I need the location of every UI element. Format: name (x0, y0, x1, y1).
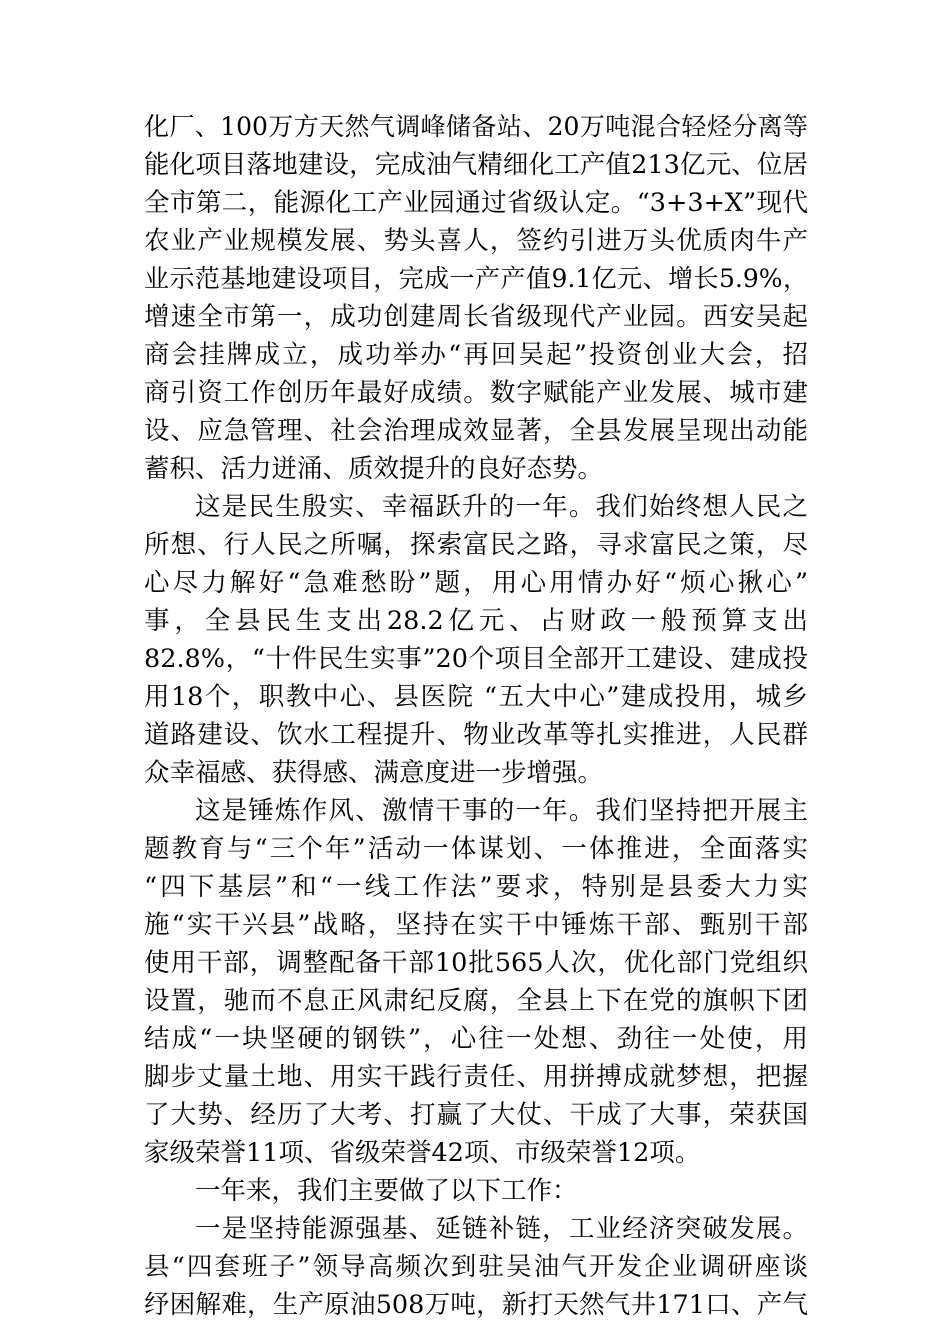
text-line: “四下基层”和“一线工作法”要求，特别是县委大力实 (144, 872, 808, 902)
text-line: 纾困解难，生产原油508万吨，新打天然气井171口、产气 (144, 1290, 808, 1320)
text-line: 业示范基地建设项目，完成一产产值9.1亿元、增长5.9%， (144, 264, 808, 293)
text-line: 增速全市第一，成功创建周长省级现代产业园。西安吴起 (144, 302, 808, 332)
text-line: 脚步丈量土地、用实干践行责任、用拼搏成就梦想，把握 (144, 1062, 808, 1092)
paragraph-first-line: 一年来，我们主要做了以下工作： (195, 1176, 578, 1206)
text-line: 蓄积、活力迸涌、质效提升的良好态势。 (144, 454, 604, 484)
text-line: 商会挂牌成立，成功举办“再回吴起”投资创业大会，招 (144, 340, 808, 370)
text-line: 所想、行人民之所嘱，探索富民之路，寻求富民之策，尽 (144, 530, 808, 560)
text-line: 施“实干兴县”战略，坚持在实干中锤炼干部、甄别干部 (144, 910, 808, 940)
text-line: 了大势、经历了大考、打赢了大仗、干成了大事，荣获国 (144, 1100, 808, 1130)
text-line: 商引资工作创历年最好成绩。数字赋能产业发展、城市建 (144, 378, 808, 408)
text-line: 家级荣誉11项、省级荣誉42项、市级荣誉12项。 (144, 1138, 701, 1168)
text-line: 82.8%，“十件民生实事”20个项目全部开工建设、建成投 (144, 644, 808, 674)
text-line: 县“四套班子”领导高频次到驻吴油气开发企业调研座谈 (144, 1252, 808, 1282)
text-line: 设、应急管理、社会治理成效显著，全县发展呈现出动能 (144, 416, 808, 446)
text-line: 用18个，职教中心、县医院 “五大中心”建成投用，城乡 (144, 682, 808, 712)
text-line: 设置，驰而不息正风肃纪反腐，全县上下在党的旗帜下团 (144, 986, 808, 1016)
text-line: 道路建设、饮水工程提升、物业改革等扎实推进，人民群 (144, 720, 808, 750)
paragraph-first-line: 一是坚持能源强基、延链补链，工业经济突破发展。 (195, 1214, 808, 1244)
text-line: 心尽力解好“急难愁盼”题，用心用情办好“烦心揪心” (144, 568, 808, 598)
text-line: 事，全县民生支出28.2亿元、占财政一般预算支出 (144, 606, 808, 636)
body-text (144, 108, 808, 1324)
text-line: 题教育与“三个年”活动一体谋划、一体推进，全面落实 (144, 834, 808, 864)
text-line: 结成“一块坚硬的钢铁”，心往一处想、劲往一处使，用 (144, 1024, 808, 1054)
text-line: 能化项目落地建设，完成油气精细化工产值213亿元、位居 (144, 150, 808, 180)
paragraph-first-line: 这是锤炼作风、激情干事的一年。我们坚持把开展主 (195, 796, 808, 826)
text-line: 全市第二，能源化工产业园通过省级认定。“3+3+X”现代 (144, 188, 808, 218)
paragraph-first-line: 这是民生殷实、幸福跃升的一年。我们始终想人民之 (195, 492, 808, 522)
text-line: 化厂、100万方天然气调峰储备站、20万吨混合轻烃分离等 (144, 112, 808, 141)
text-line: 使用干部，调整配备干部10批565人次，优化部门党组织 (144, 948, 808, 978)
text-line: 农业产业规模发展、势头喜人，签约引进万头优质肉牛产 (144, 226, 808, 256)
text-line: 众幸福感、获得感、满意度进一步增强。 (144, 758, 604, 788)
